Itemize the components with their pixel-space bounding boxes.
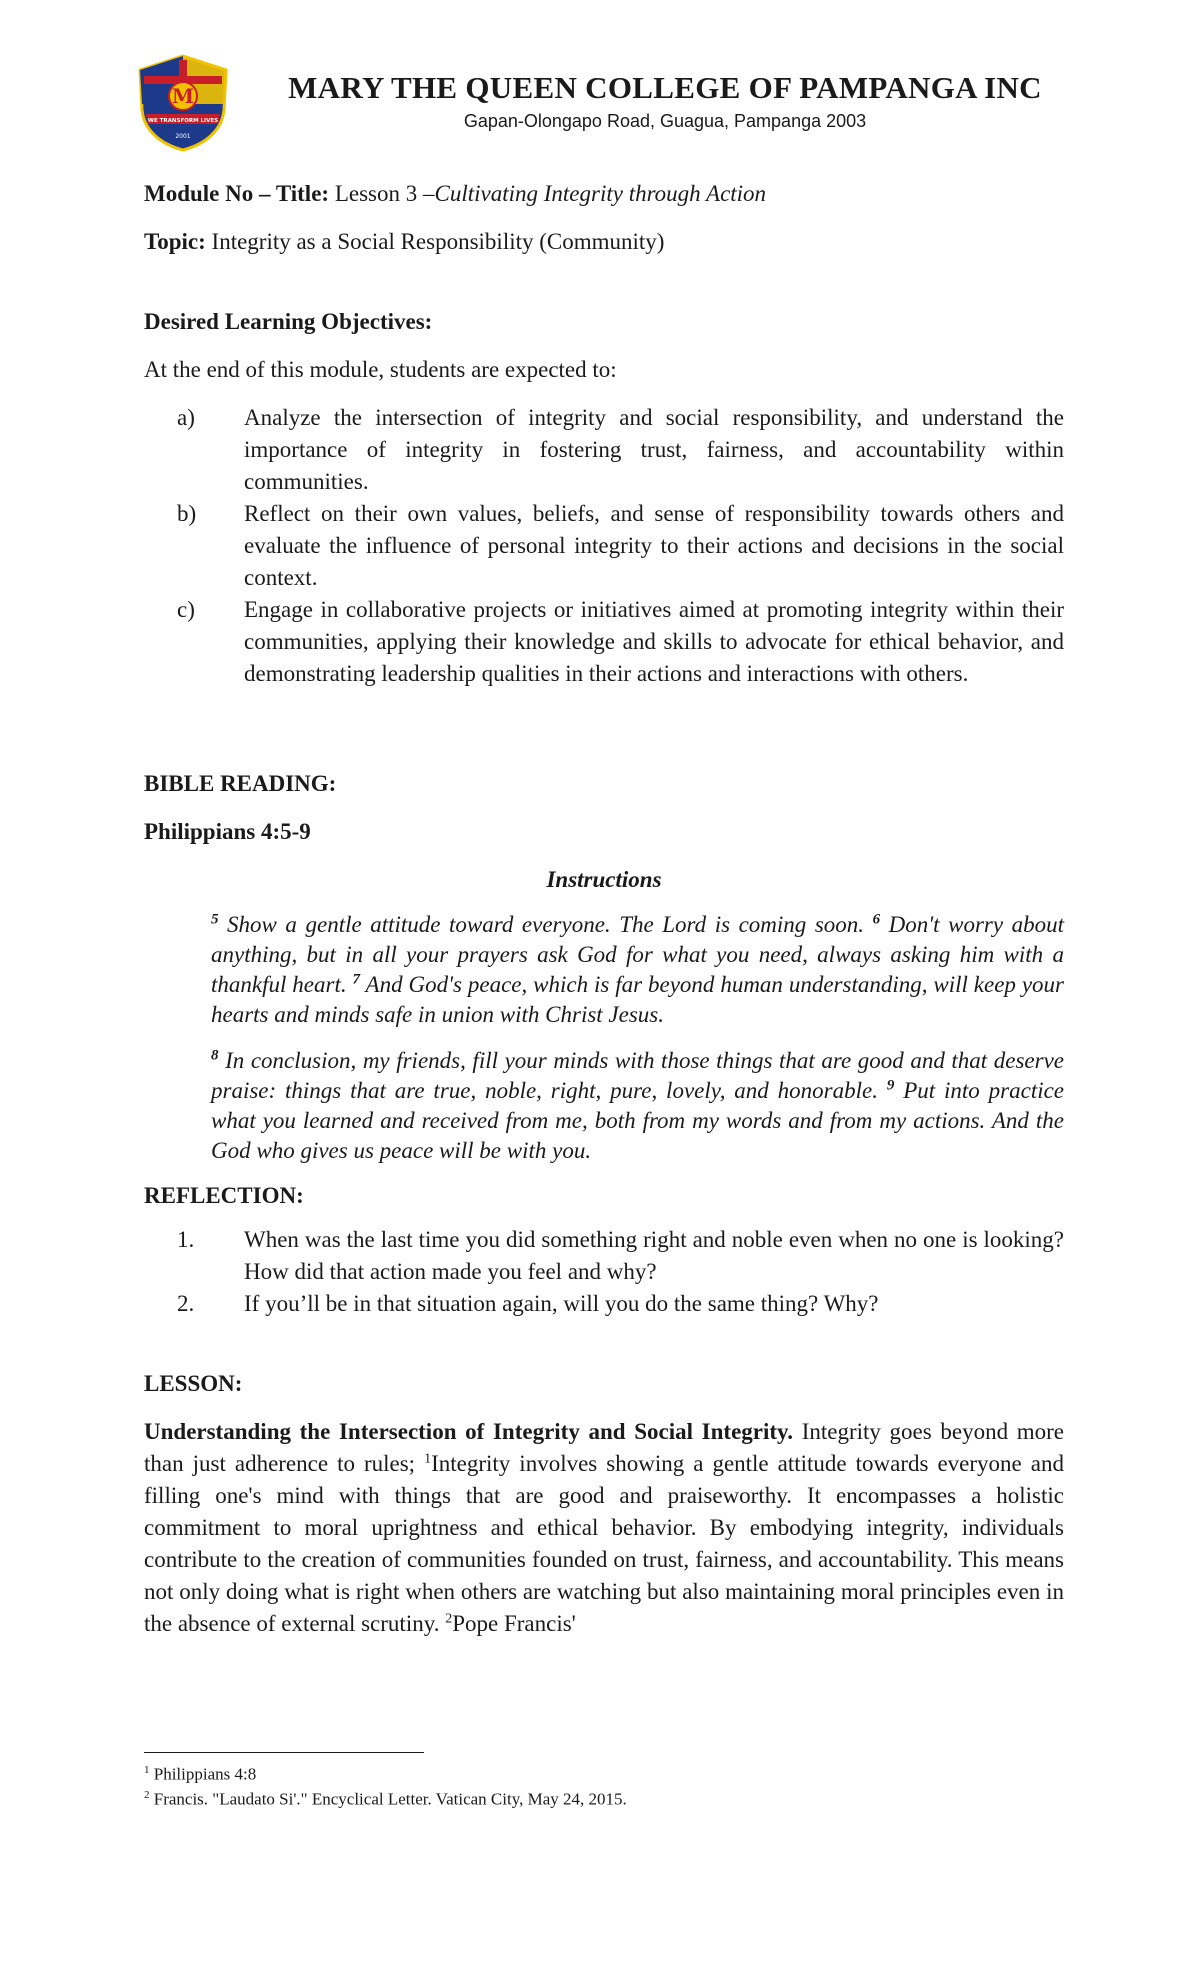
verse-number: 9 (886, 1077, 895, 1094)
module-lesson: Lesson 3 – (334, 181, 435, 206)
scripture-paragraph-1 (211, 910, 1064, 1030)
logo-banner-text: WE TRANSFORM LIVES (147, 118, 219, 124)
module-label: Module No – Title: (144, 181, 330, 206)
lesson-text-1: Integrity goes beyond more than just adherence to rules; (144, 1419, 1065, 1476)
footnote-divider (144, 1752, 424, 1753)
lesson-paragraph (144, 1416, 1064, 1640)
list-item-label: 2. (177, 1291, 195, 1316)
footnote-text: Francis. "Laudato Si'." Encyclical Letter. Vatican City, May 24, 2015. (153, 1789, 627, 1809)
verse-text: Don't worry about anything, but in all your prayers ask God for what you need, always asking him with a thankful heart. (211, 912, 1064, 997)
list-item-text: Engage in collaborative projects or initiatives aimed at promoting integrity within their communities, applying their knowledge and skills to advocate for ethical behavior, and demonstrating leadership qualities in their actions and interactions with others. (244, 597, 1064, 686)
list-item-label: b) (177, 501, 197, 526)
list-item (177, 1224, 1064, 1288)
module-title: Cultivating Integrity through Action (434, 181, 767, 206)
footnote-ref: 2 (445, 1611, 453, 1627)
verse-text: Show a gentle attitude toward everyone. The Lord is coming soon. (227, 912, 865, 937)
footnote-ref: 1 (424, 1451, 432, 1467)
lesson-text-3: Pope Francis' (452, 1611, 576, 1636)
list-item (177, 594, 1064, 690)
footnote-number: 1 (144, 1764, 150, 1776)
footnote (144, 1785, 1044, 1810)
module-title-line (144, 178, 1064, 210)
list-item-label: 1. (177, 1227, 195, 1252)
lesson-text-2: Integrity involves showing a gentle attitude towards everyone and filling one's mind with things that are good and praiseworthy. It encompasses a holistic commitment to moral uprightness and ethical behavior. By embodying integrity, individuals contribute to the creation of communities founded on trust, fairness, and accountability. This means not only doing what is right when others are watching but also maintaining moral principles even in the absence of external scrutiny. (144, 1451, 1064, 1636)
list-item (177, 498, 1064, 594)
verse-text: Put into practice what you learned and received from me, both from my words and from my actions. And the God who gives us peace will be with you. (211, 1078, 1065, 1163)
scripture-paragraph-2 (211, 1046, 1064, 1166)
footnote-number: 2 (144, 1788, 150, 1801)
bible-passage: Philippians 4:5-9 (144, 819, 311, 844)
bible-reading-heading: BIBLE READING: (144, 771, 337, 796)
footnote (144, 1760, 1044, 1785)
verse-text: In conclusion, my friends, fill your minds with those things that are good and that deserve praise: things that are true, noble, right, pure, lovely, and honorable. (211, 1048, 1064, 1103)
list-item-text: If you’ll be in that situation again, will you do the same thing? Why? (244, 1291, 879, 1316)
verse-text: And God's peace, which is far beyond human understanding, will keep your hearts and minds safe in union with Christ Jesus. (211, 972, 1064, 1027)
logo-year: 2001 (175, 133, 191, 140)
reflection-list (177, 1224, 1064, 1320)
verse-number: 7 (352, 971, 361, 988)
reflection-heading: REFLECTION: (144, 1183, 304, 1208)
school-address: Gapan-Olongapo Road, Guagua, Pampanga 2003 (463, 111, 867, 131)
list-item-text: Analyze the intersection of integrity and social responsibility, and understand the importance of integrity in fostering trust, fairness, and accountability within communities. (244, 405, 1064, 494)
lesson-subheading: Understanding the Intersection of Integrity and Social Integrity. (144, 1419, 794, 1444)
school-logo (128, 52, 238, 152)
footnotes (144, 1760, 1044, 1809)
objectives-list (177, 402, 1064, 690)
verse-number: 8 (211, 1047, 219, 1064)
document-body (144, 178, 1064, 1640)
verse-number: 6 (872, 911, 881, 928)
topic-label: Topic: (144, 229, 206, 254)
list-item-text: When was the last time you did something right and noble even when no one is looking? How did that action made you feel and why? (244, 1227, 1064, 1284)
objectives-heading: Desired Learning Objectives: (144, 309, 433, 334)
topic-text: Integrity as a Social Responsibility (Community) (211, 229, 665, 254)
list-item (177, 402, 1064, 498)
instructions-heading: Instructions (546, 867, 662, 892)
verse-number: 5 (211, 911, 219, 928)
list-item-label: a) (177, 405, 195, 430)
school-name: MARY THE QUEEN COLLEGE OF PAMPANGA INC (288, 70, 1042, 105)
list-item-text: Reflect on their own values, beliefs, and sense of responsibility towards others and evaluate the influence of personal integrity to their actions and decisions in the social context. (244, 501, 1064, 590)
footnote-text: Philippians 4:8 (153, 1764, 257, 1784)
logo-initial: M (171, 84, 195, 108)
list-item (177, 1288, 1064, 1320)
topic-line (144, 226, 1064, 258)
list-item-label: c) (177, 597, 195, 622)
lesson-heading: LESSON: (144, 1371, 243, 1396)
objectives-intro: At the end of this module, students are expected to: (144, 357, 617, 382)
